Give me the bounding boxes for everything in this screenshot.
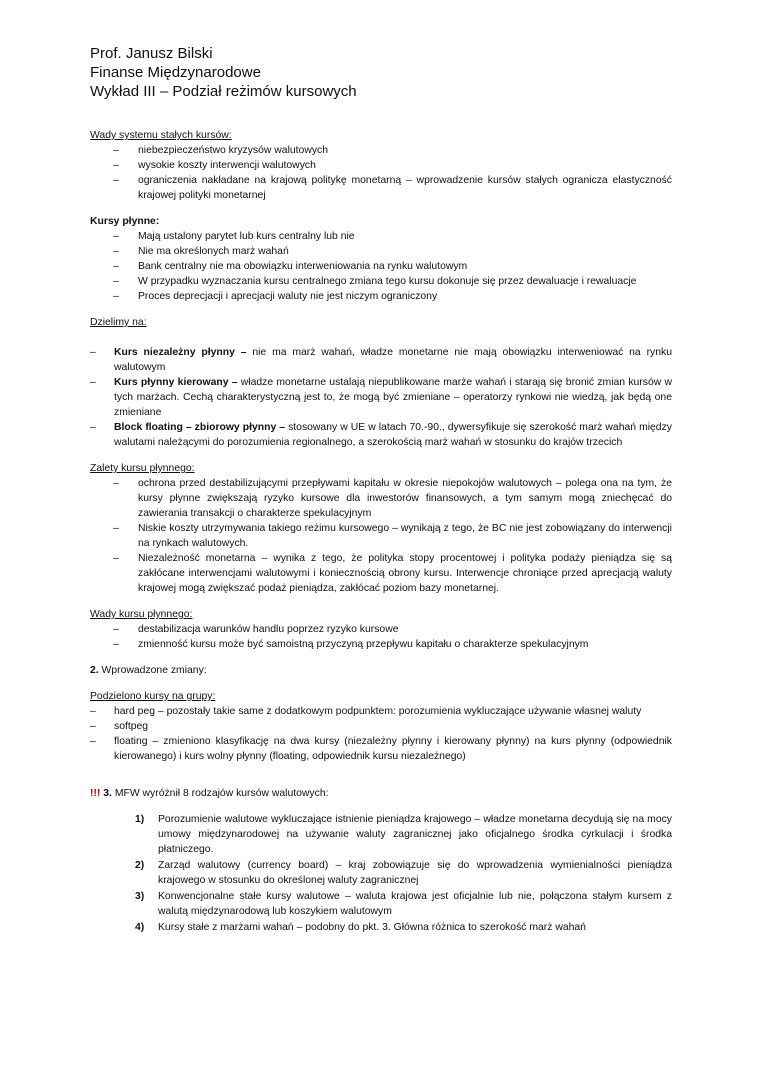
list-item [114, 420, 672, 450]
item-text: Kursy stałe z marżami wahań – podobny do pkt. 3. Główna różnica to szerokość marż wahań [158, 922, 586, 933]
item-number: 3) [135, 891, 145, 902]
list-item [135, 920, 672, 935]
changes-heading [90, 663, 672, 678]
section-number: 3. [103, 788, 112, 799]
division-list [90, 345, 672, 450]
list-item [135, 858, 672, 888]
item-number: 1) [135, 814, 145, 825]
list-item: – wysokie koszty interwencji walutowych [138, 158, 672, 173]
item-text: Porozumienie walutowe wykluczające istnienie pieniądza krajowego – władze monetarna decydują się na mocy umowy międzynarodowej na używanie waluty zagranicznej jako oficjalnego środka cyrkulacji i środka płatniczego. [158, 814, 672, 855]
imf-title: MFW wyróżnił 8 rodzajów kursów walutowych: [111, 788, 329, 799]
item-number: 2) [135, 860, 145, 871]
list-item: – ochrona przed destabilizującymi przepływami kapitału w okresie niepokojów walutowych – polega ona na tym, że kursy płynne zwiększają ryzyko kursowe dla inwestorów finansowych, a tym samym mogą zniechęcać do zawierania transakcji o charakterze spekulacyjnym [138, 476, 672, 521]
float-disadvantages-title: Wady kursu płynnego: [90, 609, 193, 620]
float-disadvantages-list [90, 622, 672, 652]
groups-list [90, 704, 672, 764]
float-advantages-title: Zalety kursu płynnego: [90, 463, 195, 474]
author-line: Prof. Janusz Bilski [90, 45, 213, 62]
list-item: – Mają ustalony parytet lub kurs centralny lub nie [138, 229, 672, 244]
imf-heading [90, 786, 672, 801]
list-item [135, 889, 672, 919]
item-text: Zarząd walutowy (currency board) – kraj zobowiązuje się do wprowadzenia wymienialności pieniądza krajowego w stosunku do określonej waluty zagranicznej [158, 860, 672, 886]
division-title: Dzielimy na: [90, 317, 147, 328]
groups-title: Podzielono kursy na grupy: [90, 691, 216, 702]
list-item: – niebezpieczeństwo kryzysów walutowych [138, 143, 672, 158]
list-item [114, 345, 672, 375]
list-item: – Bank centralny nie ma obowiązku interweniowania na rynku walutowym [138, 259, 672, 274]
item-text: Konwencjonalne stałe kursy walutowe – waluta krajowa jest oficjalnie lub nie, połączona stałym kursem z walutą międzynarodową lub koszykiem walutowym [158, 891, 672, 917]
list-item: – Proces deprecjacji i aprecjacji waluty nie jest niczym ograniczony [138, 289, 672, 304]
document-body [90, 128, 672, 936]
list-item [114, 375, 672, 420]
floating-list [90, 229, 672, 304]
list-item: – hard peg – pozostały takie same z dodatkowym podpunktem: porozumienia wykluczające używanie własnej waluty [114, 704, 672, 719]
float-advantages-list [90, 476, 672, 596]
list-item: – zmienność kursu może być samoistną przyczyną przepływu kapitału o charakterze spekulacyjnym [138, 637, 672, 652]
list-item [135, 812, 672, 857]
list-item: – Niskie koszty utrzymywania takiego reżimu kursowego – wynikają z tego, że BC nie jest zobowiązany do interwencji na rynkach walutowych. [138, 521, 672, 551]
term-description: nie ma marż wahań, władze monetarne nie mają obowiązku interweniować na rynku walutowym [114, 347, 672, 373]
list-item: – Niezależność monetarna – wynika z tego, że polityka stopy procentowej i polityka podaży pieniądza się są zakłócane interwencjami walutowymi i koniecznością obrony kursu. Interwencje chroniące przed aprecjacją waluty krajowej mogą zwiększać podaż pieniądza, zakłócać poziom bazy monetarnej. [138, 551, 672, 596]
list-item: – destabilizacja warunków handlu poprzez ryzyko kursowe [138, 622, 672, 637]
lecture-title: Wykład III – Podział reżimów kursowych [90, 83, 357, 100]
list-item: – Nie ma określonych marż wahań [138, 244, 672, 259]
list-item: – softpeg [114, 719, 672, 734]
list-item: – ograniczenia nakładane na krajową politykę monetarną – wprowadzenie kursów stałych ogranicza elastyczność krajowej polityki monetarnej [138, 173, 672, 203]
floating-title: Kursy płynne: [90, 216, 160, 227]
imf-list [90, 812, 672, 935]
list-item: – floating – zmieniono klasyfikację na dwa kursy (niezależny płynny i kierowany płynny) na kurs płynny (odpowiednik kierowanego) i kurs wolny płynny (floating, odpowiednik kursu niezależnego) [114, 734, 672, 764]
term: Kurs płynny kierowany – [114, 377, 238, 388]
term-description: władze monetarne ustalają niepublikowane marże wahań i starają się bronić zmian kursów w tych marżach. Cechą charakterystyczną jest to, że mogą być zmieniane – operatorzy rynkowi nie wiedzą, jak będą one zmieniane [114, 377, 672, 418]
term-description: stosowany w UE w latach 70.-90., dywersyfikuje się szerokość marż wahań między walutami należącymi do porozumienia regionalnego, a szerokością marż wahań w stosunku do krajów trzecich [114, 422, 672, 448]
important-marker: !!! [90, 788, 101, 799]
item-number: 4) [135, 922, 145, 933]
section-number: 2. [90, 665, 99, 676]
course-line: Finanse Międzynarodowe [90, 64, 261, 81]
document-header [90, 44, 357, 101]
fixed-disadvantages-list [90, 143, 672, 203]
fixed-disadvantages-title: Wady systemu stałych kursów: [90, 130, 232, 141]
list-item: – W przypadku wyznaczania kursu centralnego zmiana tego kursu dokonuje się przez dewaluacje i rewaluacje [138, 274, 672, 289]
term: Block floating – zbiorowy płynny – [114, 422, 286, 433]
term: Kurs niezależny płynny – [114, 347, 247, 358]
changes-title: Wprowadzone zmiany: [98, 665, 207, 676]
